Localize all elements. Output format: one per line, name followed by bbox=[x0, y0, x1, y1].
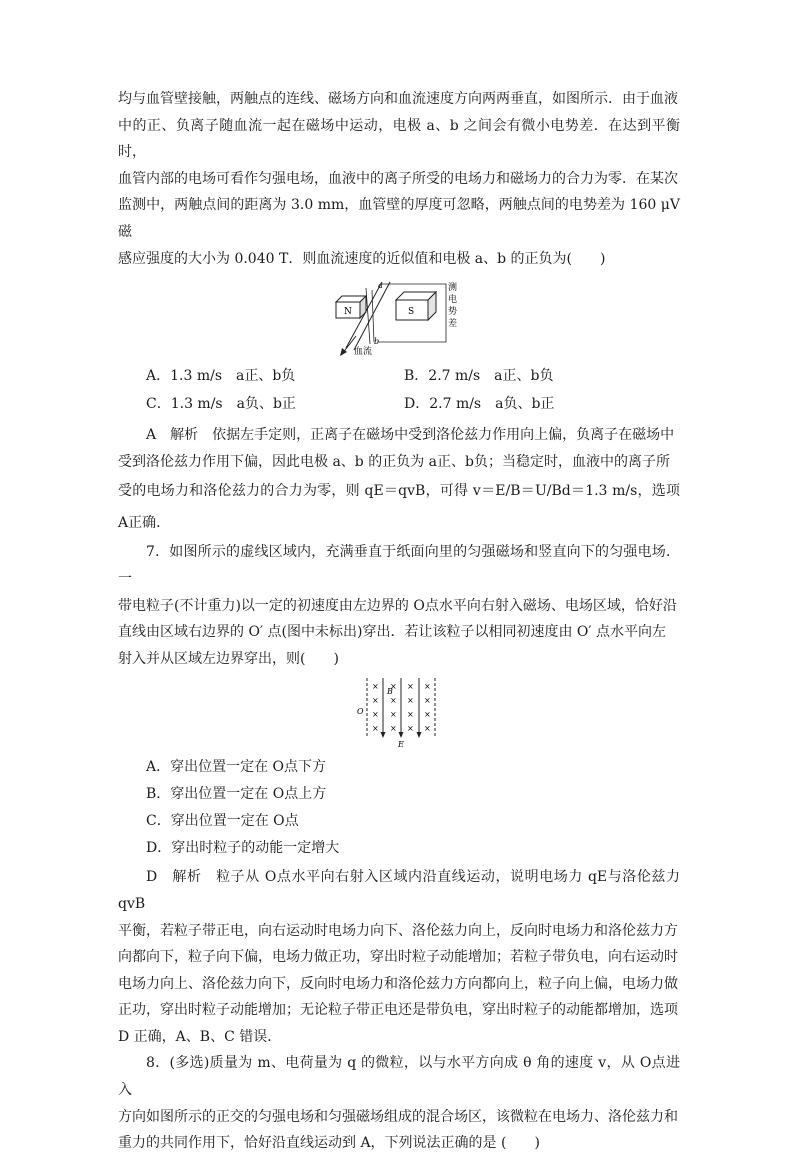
field-arrow-head bbox=[417, 732, 422, 738]
q6-option-d: D．2.7 m/s a负、b正 bbox=[404, 396, 555, 413]
q7-answer-line: D 正确，A、B、C 错误． bbox=[118, 1028, 282, 1045]
magnetic-cross: × bbox=[407, 696, 414, 706]
magnetic-cross: × bbox=[372, 696, 379, 706]
document-content bbox=[118, 86, 680, 1157]
magnetic-cross: × bbox=[407, 710, 414, 720]
n-label: N bbox=[344, 307, 352, 318]
magnetic-cross: × bbox=[390, 710, 397, 720]
q8-stem bbox=[118, 1050, 680, 1156]
q6-stem-line: 血管内部的电场可看作匀强电场，血液中的离子所受的电场力和磁场力的合力为零．在某次 bbox=[118, 170, 678, 187]
magnetic-cross: × bbox=[390, 682, 397, 692]
magnetic-cross: × bbox=[407, 682, 414, 692]
magnetic-cross: × bbox=[372, 724, 379, 734]
q7-answer-line: 向都向下，粒子向下偏，电场力做正功，穿出时粒子动能增加；若粒子带负电，向右运动时 bbox=[118, 949, 678, 966]
s-label: S bbox=[408, 307, 415, 318]
q7-stem-line: 射入并从区域左边界穿出，则( ) bbox=[118, 650, 339, 667]
q7-answer-line: 电场力向上、洛伦兹力向下，反向时电场力和洛伦兹力方向都向上，粒子向上偏，电场力做 bbox=[118, 975, 678, 992]
q7-options bbox=[146, 754, 680, 862]
q7-option-b: B．穿出位置一定在 O点上方 bbox=[146, 786, 327, 803]
electrode-a-label: a bbox=[378, 281, 383, 291]
q7-answer-line: D 解析 粒子从 O点水平向右射入区域内沿直线运动，说明电场力 qE与洛伦兹力 qvB bbox=[118, 869, 680, 912]
q6-answer-line: A 解析 依据左手定则，正离子在磁场中受到洛伦兹力作用向上偏，负离子在磁场中 bbox=[146, 427, 675, 444]
magnetic-cross: × bbox=[372, 682, 379, 692]
field-arrow-head bbox=[381, 732, 386, 738]
q6-answer-line: 受的电场力和洛伦兹力的合力为零，则 qE＝qvB，可得 v＝E/B＝U/Bd＝1.3 m/s，选项 A正确． bbox=[118, 483, 680, 532]
q6-figure bbox=[118, 278, 680, 356]
magnetic-cross: × bbox=[424, 696, 431, 706]
side-label-char: 差 bbox=[448, 319, 458, 330]
q6-stem-line: 中的正、负离子随血流一起在磁场中运动，电极 a、b 之间会有微小电势差．在达到平衡时， bbox=[118, 117, 680, 161]
q6-answer bbox=[118, 422, 680, 539]
q6-stem-line: 均与血管壁接触，两触点的连线、磁场方向和血流速度方向两两垂直，如图所示．由于血液 bbox=[118, 91, 678, 107]
magnetic-cross: × bbox=[424, 682, 431, 692]
b-label: B bbox=[387, 687, 393, 697]
q7-option-c: C．穿出位置一定在 O点 bbox=[146, 813, 299, 830]
q6-stem-line: 监测中，两触点间的距离为 3.0 mm，血管壁的厚度可忽略，两触点间的电势差为 160 μV磁 bbox=[118, 197, 680, 240]
q8-stem-line: 方向如图所示的正交的匀强电场和匀强磁场组成的混合场区，该微粒在电场力、洛伦兹力和 bbox=[118, 1108, 678, 1125]
q7-answer-line: 正功，穿出时粒子动能增加；无论粒子带正电还是带负电，穿出时粒子的动能都增加，选项 bbox=[118, 1002, 678, 1019]
magnetic-cross: × bbox=[424, 724, 431, 734]
side-label-char: 电 bbox=[448, 295, 458, 306]
e-label: E bbox=[398, 740, 404, 749]
q7-stem bbox=[118, 539, 680, 672]
q7-stem-line: 直线由区域右边界的 O′ 点(图中未标出)穿出．若让该粒子以相同初速度由 O′ 点水平向左 bbox=[118, 624, 667, 641]
q8-stem-line: 重力的共同作用下，恰好沿直线运动到 A，下列说法正确的是 ( ) bbox=[118, 1135, 540, 1152]
q7-option-d: D．穿出时粒子的动能一定增大 bbox=[146, 840, 340, 857]
side-label-char: 测 bbox=[448, 283, 458, 294]
q6-stem-line: 感应强度的大小为 0.040 T．则血流速度的近似值和电极 a、b 的正负为( ) bbox=[118, 250, 606, 267]
electrode-b-label: b bbox=[374, 337, 380, 347]
q6-options bbox=[146, 362, 680, 418]
q7-stem-line: 7．如图所示的虚线区域内，充满垂直于纸面向里的匀强磁场和竖直向下的匀强电场．一 bbox=[118, 544, 680, 587]
side-label-char: 势 bbox=[448, 307, 458, 318]
q6-option-a: A．1.3 m/s a正、b负 bbox=[146, 368, 296, 385]
q7-option-a: A．穿出位置一定在 O点下方 bbox=[146, 759, 327, 776]
q8-stem-line: 8．(多选)质量为 m、电荷量为 q 的微粒，以与水平方向成 θ 角的速度 v，从 O点进入 bbox=[118, 1055, 680, 1099]
em-field-diagram bbox=[353, 676, 445, 748]
o-point-label: O bbox=[357, 707, 364, 717]
field-arrow-head bbox=[399, 732, 404, 738]
magnetic-cross: × bbox=[407, 724, 414, 734]
q7-answer-line: 平衡，若粒子带正电，向右运动时电场力向下、洛伦兹力向上，反向时电场力和洛伦兹力方 bbox=[118, 922, 678, 939]
q6-stem bbox=[118, 86, 680, 272]
magnetic-cross: × bbox=[372, 710, 379, 720]
q6-option-b: B．2.7 m/s a正、b负 bbox=[404, 368, 554, 385]
blood-flow-diagram bbox=[334, 278, 464, 356]
magnetic-cross: × bbox=[390, 724, 397, 734]
q6-answer-line: 受到洛伦兹力作用下偏，因此电极 a、b 的正负为 a正、b负；当稳定时，血液中的离子所 bbox=[118, 453, 670, 470]
q6-option-c: C．1.3 m/s a负、b正 bbox=[146, 396, 296, 413]
magnetic-cross: × bbox=[424, 710, 431, 720]
vessel-hatch bbox=[366, 288, 370, 344]
magnetic-cross: × bbox=[390, 696, 397, 706]
q7-figure bbox=[118, 676, 680, 748]
q7-stem-line: 带电粒子(不计重力)以一定的初速度由左边界的 O点水平向右射入磁场、电场区域，恰好沿 bbox=[118, 597, 677, 614]
q7-answer bbox=[118, 864, 680, 1050]
flow-label: 血流 bbox=[354, 347, 373, 357]
